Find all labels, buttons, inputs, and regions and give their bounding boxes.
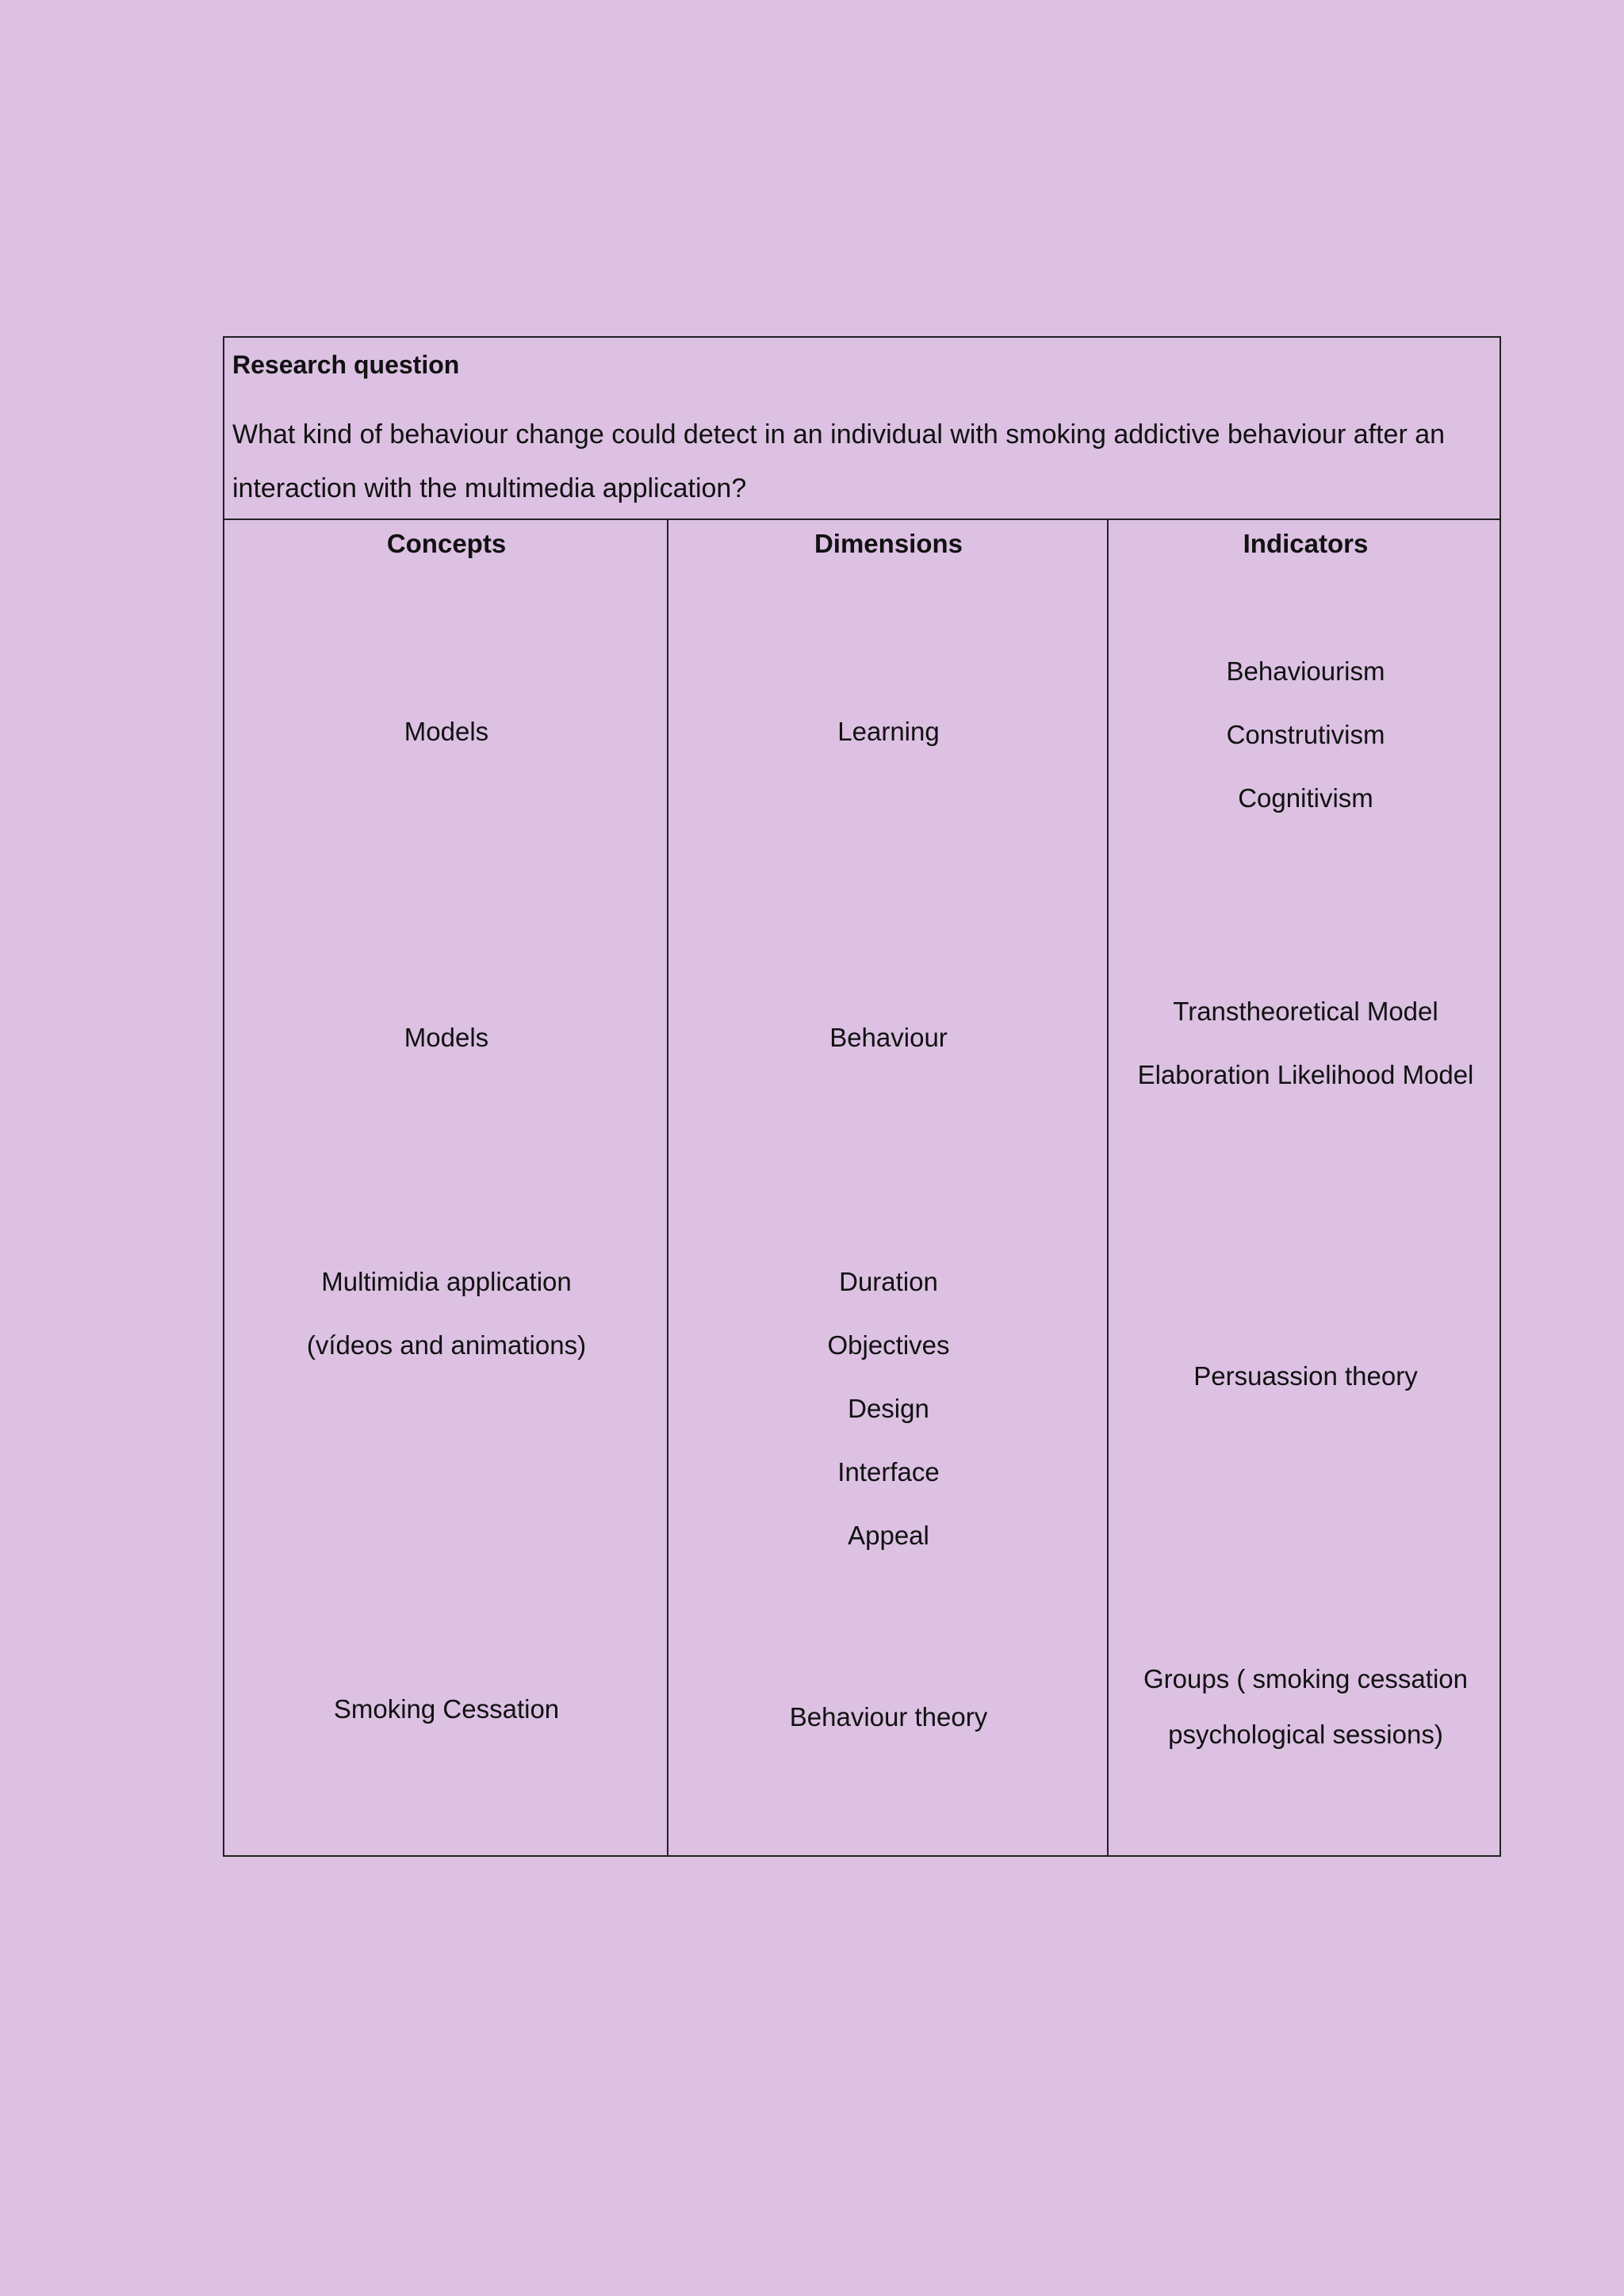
cell-line: Design <box>848 1394 929 1423</box>
cell-line: (vídeos and animations) <box>306 1330 587 1360</box>
research-question-text: What kind of behaviour change could detect in an individual with smoking addictive behaviour after an interaction with the multimedia application? <box>232 419 1446 503</box>
cell-line: Appeal <box>848 1521 929 1550</box>
research-table <box>223 336 1501 1857</box>
cell-line: Learning <box>837 717 940 746</box>
row1-indicators <box>1109 640 1503 830</box>
header-indicators: Indicators <box>1243 529 1369 558</box>
cell-line: Interface <box>837 1457 940 1487</box>
cell-line: Behaviour theory <box>789 1702 988 1732</box>
header-concepts: Concepts <box>386 529 507 558</box>
header-dimensions: Dimensions <box>814 529 963 558</box>
row4-dimension <box>668 1686 1109 1749</box>
cell-line: Groups ( smoking cessation <box>1143 1664 1468 1693</box>
row1-concept <box>224 700 668 763</box>
row4-indicators <box>1109 1651 1503 1762</box>
cell-line: Duration <box>839 1267 938 1296</box>
cell-line: Persuassion theory <box>1193 1361 1418 1391</box>
row3-dimension <box>668 1250 1109 1567</box>
cell-line: Cognitivism <box>1238 783 1373 813</box>
cell-line: Multimidia application <box>321 1267 572 1296</box>
cell-line: Transtheoretical Model <box>1173 997 1438 1026</box>
cell-line: Elaboration Likelihood Model <box>1137 1060 1474 1089</box>
row3-concept <box>224 1250 668 1377</box>
row2-concept <box>224 1006 668 1070</box>
cell-line: Smoking Cessation <box>333 1694 560 1724</box>
cell-line: psychological sessions) <box>1168 1720 1443 1749</box>
research-question-box <box>224 338 1500 520</box>
cell-line: Models <box>404 1023 489 1052</box>
cell-line: Models <box>404 717 489 746</box>
row3-indicators <box>1109 1345 1503 1408</box>
cell-line: Construtivism <box>1226 720 1385 749</box>
row2-dimension <box>668 1006 1109 1070</box>
row1-dimension <box>668 700 1109 763</box>
cell-line: Behaviourism <box>1226 656 1385 686</box>
cell-line: Behaviour <box>829 1023 948 1052</box>
cell-line: Objectives <box>827 1330 950 1360</box>
row4-concept <box>224 1678 668 1741</box>
research-question-title: Research question <box>232 350 460 379</box>
row2-indicators <box>1109 980 1503 1107</box>
